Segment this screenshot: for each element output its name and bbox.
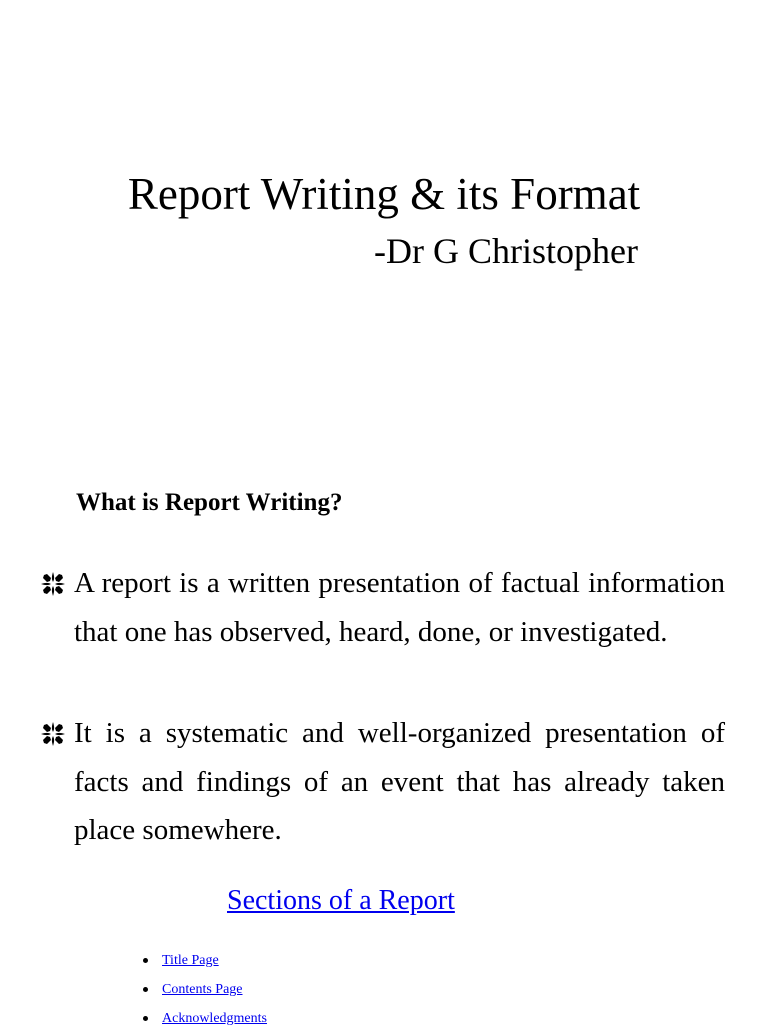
- diamond-bullet-icon: [40, 721, 66, 747]
- bullet-item: [40, 559, 725, 656]
- document-title: Report Writing & its Format: [127, 169, 641, 219]
- acknowledgments-link[interactable]: Acknowledgments: [162, 1011, 267, 1026]
- diamond-bullet-icon: [40, 571, 66, 597]
- bullet-dot-icon: [143, 958, 148, 963]
- list-item: [140, 978, 267, 1007]
- author-line: -Dr G Christopher: [374, 231, 638, 271]
- bullet-dot-icon: [143, 987, 148, 992]
- bullet-dot-icon: [143, 1016, 148, 1021]
- contents-page-link[interactable]: Contents Page: [162, 982, 243, 997]
- section-heading: What is Report Writing?: [76, 489, 343, 516]
- sections-of-report-link[interactable]: Sections of a Report: [227, 885, 455, 916]
- bullet-item: [40, 709, 725, 855]
- bullet-text: A report is a written presentation of factual information that one has observed, heard, done, or investigated.: [74, 567, 725, 648]
- bullet-text: It is a systematic and well-organized presentation of facts and findings of an event that has already taken place somewhere.: [74, 717, 725, 846]
- title-page-link[interactable]: Title Page: [162, 953, 219, 968]
- sections-list: [140, 949, 267, 1036]
- list-item: [140, 1007, 267, 1036]
- list-item: [140, 949, 267, 978]
